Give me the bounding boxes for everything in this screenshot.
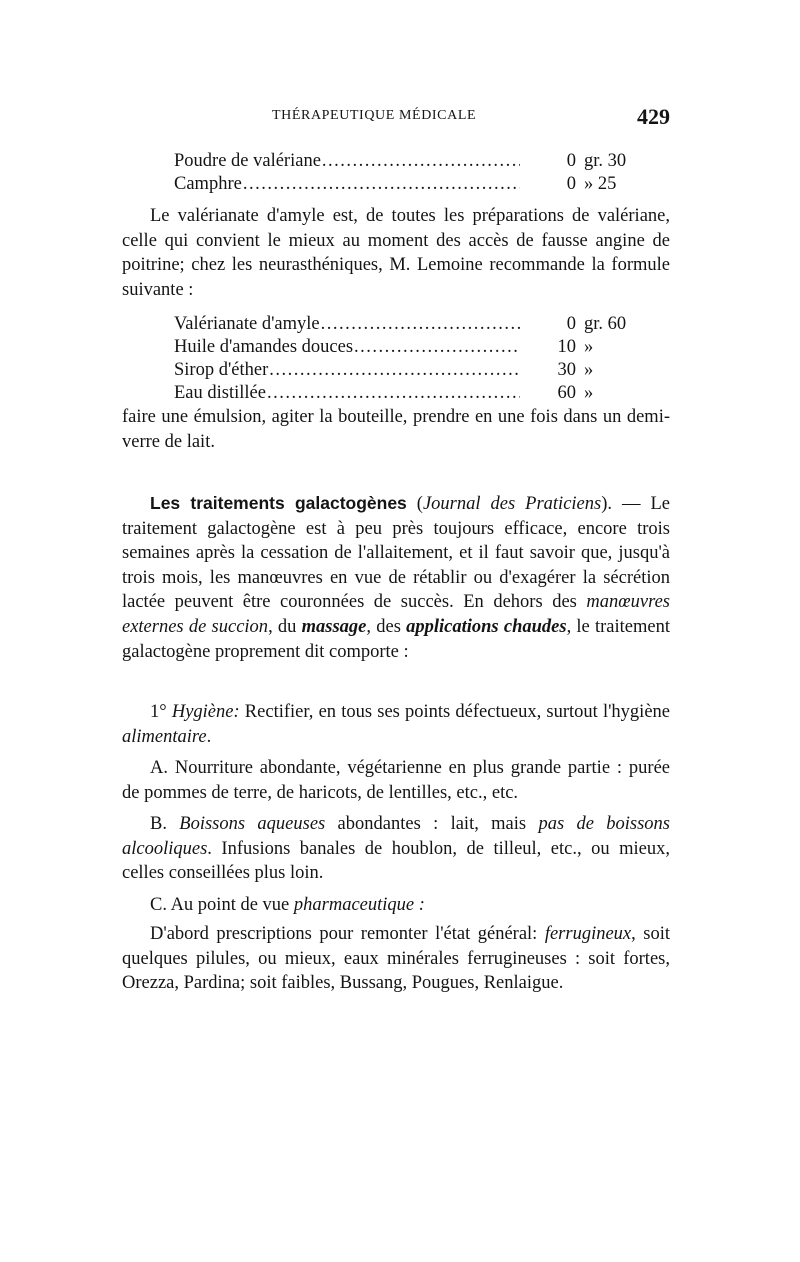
ingredient-quantity: 10 (557, 337, 576, 357)
ingredient-unit: » (584, 360, 594, 380)
ingredient-unit: gr. 30 (584, 151, 627, 171)
running-head (122, 104, 670, 134)
dot-leader (354, 336, 520, 359)
ingredient-quantity: 0 (566, 174, 576, 194)
ingredient-unit: » (584, 383, 594, 403)
paragraph-galactogenes: Les traitements galactogènes (Journal des Praticiens). — Le traitement galactogène est à peu près toujours efficace, encore trois semaines après la cessation de l'allaitement, et il faut savoir que, jusqu'à trois mois, les manœuvres en vue de rétablir ou d'exagérer la sécrétion lactée peuvent être couronnées de succès. En dehors des manœuvres externes de succion, du massage, des applications chaudes, le traitement galactogène proprement dit comporte : (122, 493, 670, 662)
paragraph-item-d: D'abord prescriptions pour remonter l'état général: ferrugineux, soit quelques pilules, ou mieux, eaux minérales ferrugineuses : soit fortes, Orezza, Pardina; soit faibles, Bussang, Pougues, Renlaigue. (122, 924, 670, 994)
recipe-row (174, 313, 644, 336)
ingredient-unit: » (584, 337, 594, 357)
paragraph-hygiene: 1° Hygiène: Rectifier, en tous ses points défectueux, surtout l'hygiène alimentaire. (122, 702, 670, 747)
dot-leader (321, 313, 520, 336)
ingredient-name: Camphre (174, 174, 242, 194)
paragraph-item-c: C. Au point de vue pharmaceutique : (150, 895, 425, 915)
dot-leader (267, 382, 520, 405)
ingredient-name: Sirop d'éther (174, 360, 269, 380)
recipe-row (174, 382, 644, 405)
recipe-lemoine (174, 313, 644, 405)
ingredient-quantity: 0 (566, 314, 576, 334)
ingredient-name: Poudre de valériane (174, 151, 321, 171)
ingredient-quantity: 0 (566, 151, 576, 171)
recipe-row (174, 336, 644, 359)
paragraph-item-a: A. Nourriture abondante, végétarienne en plus grande partie : purée de pommes de terre, de haricots, de lentilles, etc., etc. (122, 758, 670, 803)
paragraph-valerianate: Le valérianate d'amyle est, de toutes les préparations de valériane, celle qui convient le mieux au moment des accès de fausse angine de poitrine; chez les neurasthéniques, M. Lemoine recommande la formule suivante : (122, 206, 670, 300)
page-number: 429 (637, 104, 670, 129)
ingredient-name: Valérianate d'amyle (174, 314, 320, 334)
recipe-row (174, 359, 644, 382)
ingredient-quantity: 30 (557, 360, 576, 380)
recipe-valeriane-camphre (174, 150, 644, 196)
recipe-row (174, 150, 644, 173)
paragraph-item-b: B. Boissons aqueuses abondantes : lait, mais pas de boissons alcooliques. Infusions banales de houblon, de tilleul, etc., ou mieux, celles conseillées plus loin. (122, 814, 670, 884)
ingredient-name: Eau distillée (174, 383, 266, 403)
source-journal: Journal des Praticiens (422, 494, 602, 514)
ingredient-unit: gr. 60 (584, 314, 627, 334)
dot-leader (322, 150, 520, 173)
ingredient-unit: » 25 (584, 174, 617, 194)
section-title: Les traitements galactogènes (150, 493, 407, 513)
dot-leader (269, 359, 520, 382)
running-title: THÉRAPEUTIQUE MÉDICALE (272, 108, 477, 123)
recipe-row (174, 173, 644, 196)
paragraph-emulsion: faire une émulsion, agiter la bouteille, prendre en une fois dans un demi-verre de lait. (122, 407, 670, 452)
ingredient-quantity: 60 (557, 383, 576, 403)
dot-leader (243, 173, 520, 196)
ingredient-name: Huile d'amandes douces (174, 337, 354, 357)
item-label: Hygiène: (171, 702, 240, 722)
